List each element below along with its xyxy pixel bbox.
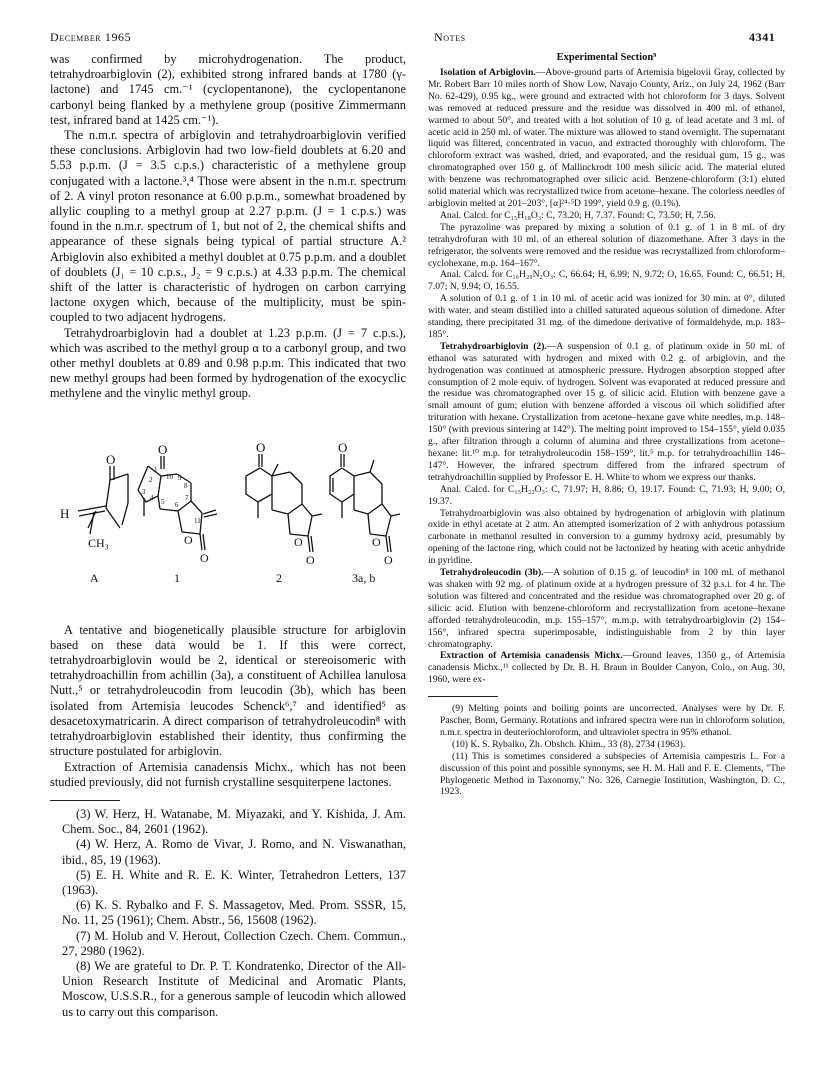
atom-o-2-ring: O xyxy=(294,534,303,549)
paragraph: A solution of 0.1 g. of 1 in 10 ml. of acetic acid was ionized for 30 min. at 0°, diluted with water, and steam distilled into a chilled saturated aqueous solution of dimedone. After standing, there precipitated 31 mg. of the dimedone derivative of formaldehyde, m.p. 183–185°. xyxy=(428,293,785,340)
footnote: (8) We are grateful to Dr. P. T. Kondratenko, Director of the All-Union Research Institute of Medicinal and Aromatic Plants, Moscow, U.S.S.R., for a generous sample of leucodin which allowed us to carry out this comparison. xyxy=(62,958,406,1019)
atom-o-2-ketone: O xyxy=(256,439,266,455)
paragraph-text: —A suspension of 0.1 g. of platinum oxide in 50 ml. of ethanol was saturated with hydrogen and mixed with 0.2 g. of arbiglovin, and the hydrogenation was continued at atmospheric pressure. Hydrogen absorption stopped after consumption of 2 mole equiv. of hydrogen. Solvent was evaporated at reduced pressure and the residue was chromatographed over 15 g. of silicic acid. Elution with benzene gave a small amount of gum; elution with benzene afforded a viscous oil which solidified after trituration with hexane. Crystallization from acetone–hexane gave white needles, m.p. 148–150° (with previous sintering at 142°). The melting point improved to 154–155°, yield 0.035 g., after filtration through a column of alumina and three crystallizations from acetone–hexane: lit.¹⁰ m.p. for tetrahydroleucodin 158–159°, lit.⁵ m.p. for tetrahydroachillin 146–147°. However, the infrared spectrum differed from the infrared spectrum of tetrahydroachillin supplied by Professor E. H. White to whom we express our thanks. xyxy=(428,340,785,483)
running-header-section: Notes xyxy=(434,30,466,44)
paragraph xyxy=(428,341,785,484)
structure-label-1: 1 xyxy=(174,570,180,585)
paragraph: Anal. Calcd. for C₁₆H₂₀N₂O₃: C, 66.64; H, 6.99; N, 9.72; O, 16.65. Found: C, 66.51; H, 7.07; N, 9.94; O, 16.55. xyxy=(428,269,785,293)
structure-2 xyxy=(246,454,322,552)
atom-o-a: O xyxy=(106,451,116,467)
footnote: (6) K. S. Rybalko and F. S. Massagetov, Med. Prom. SSSR, 15, No. 11, 25 (1961); Chem. Abstr., 56, 15608 (1962). xyxy=(62,898,406,928)
paragraph-text: —Ground leaves, 1350 g., of Artemisia canadensis Michx.,¹¹ collected by Dr. B. H. Braun in Boulder Canyon, Colo., on Aug. 30, 1960, were ex- xyxy=(428,650,785,686)
left-column xyxy=(50,52,406,1020)
structure-label-3ab: 3a, b xyxy=(352,570,376,585)
structure-label-a: A xyxy=(90,570,99,585)
atom-o-2-lactone: O xyxy=(306,552,315,567)
paragraph: Tetrahydroarbiglovin had a doublet at 1.23 p.p.m. (J = 7 c.p.s.), which was ascribed to the methyl group α to a carbonyl group, and two other methyl doublets at 0.89 and 0.98 p.p.m. This indicated that two new methyl groups had been formed by hydrogenation of the exocyclic methylene and the vinylic methyl group. xyxy=(50,325,406,401)
footnote-rule xyxy=(50,800,120,801)
atom-o-3-ring: O xyxy=(372,534,381,549)
locant-4: 4 xyxy=(150,493,154,502)
run-in-heading: Isolation of Arbiglovin. xyxy=(440,67,536,78)
locant-1: 1 xyxy=(154,465,158,474)
footnote: (4) W. Herz, A. Romo de Vivar, J. Romo, and N. Viswanathan, ibid., 85, 19 (1963). xyxy=(62,837,406,867)
paragraph-text: —A solution of 0.15 g. of leucodin⁸ in 100 ml. of methanol was shaken with 92 mg. of platinum oxide at a hydrogen pressure of 32 p.s.i. for 4 hr. The solution was filtered and concentrated and the residue was chromatographed over 20 g. of silicic acid. Elution with benzene-chloroform and recrystallization from acetone–hexane afforded tetrahydroleucodin, m.p. 155–157°, m.m.p. with tetrahydroarbiglovin (2) 154–156°, infrared spectra superimposable, indistinguishable from 2 by thin layer chromatography. xyxy=(428,567,785,650)
atom-o-1-lactone: O xyxy=(200,550,209,565)
paragraph: Tetrahydroarbiglovin was also obtained by hydrogenation of arbiglovin with platinum oxide in ethyl acetate at 2 atm. An attempted isomerization of 2 with anhydrous potassium carbonate in methanol resulted in conversion to a gummy hydroxy acid, presumably by opening of the lactone ring, which could not be lactonized by heating with acetic anhydride in pyridine. xyxy=(428,507,785,567)
paragraph: Anal. Calcd. for C₁₅H₁₈O₃: C, 73.20; H, 7.37. Found: C, 73.50; H, 7.56. xyxy=(440,209,716,221)
paragraph xyxy=(428,650,785,686)
locant-10: 10 xyxy=(166,472,173,481)
structure-a xyxy=(78,466,128,534)
running-header-date: December 1965 xyxy=(50,30,132,44)
atom-o-1-ring: O xyxy=(184,532,193,547)
paragraph: The n.m.r. spectra of arbiglovin and tetrahydroarbiglovin verified these conclusions. Arbiglovin had two low-field doublets at 6.20 and 5.53 p.p.m. (J = 3.5 c.p.s.) characteristic of a methylene group conjugated with a lactone.³,⁴ Those were absent in the n.m.r. spectrum of 2. A vinyl proton resonance at 6.00 p.p.m., somewhat broadened by allylic coupling to a methyl group at 2.27 p.p.m. (J = 1 c.p.s.) was found in the n.m.r. spectrum of 1, but not of 2, the chemical shifts and appearance of these signals being typical of partial structure A.² Arbiglovin also exhibited a methyl doublet at 0.75 p.p.m. and a doublet of doublets (J₁ = 10 c.p.s., J₂ = 9 c.p.s.) at 4.33 p.p.m. The chemical shift of the latter is characteristic of hydrogen on carbon carrying lactone oxygen which, because of the multiplicity, must be spin-coupled to two adjacent hydrogens. xyxy=(50,128,406,325)
paragraph xyxy=(428,567,785,650)
paragraph: Anal. Calcd. for C₁₅H₂₂O₃: C, 71.97; H, 8.86; O, 19.17. Found: C, 71.93; H, 9.00; O, 19.37. xyxy=(428,483,785,507)
locant-7: 7 xyxy=(185,493,189,502)
section-title: Experimental Section⁹ xyxy=(556,52,657,63)
paragraph: The pyrazoline was prepared by mixing a solution of 0.1 g. of 1 in 8 ml. of dry tetrahydrofuran with 10 ml. of an ethereal solution of diazomethane. After 3 days in the refrigerator, the solvents were removed and the residue was recrystallized from chloroform–cyclohexane, m.p. 164–167°. xyxy=(428,221,785,269)
structures-svg xyxy=(50,410,406,615)
atom-o-3-ketone: O xyxy=(338,439,348,455)
chemical-structures-figure xyxy=(50,410,406,615)
run-in-heading: Extraction of Artemisia canadensis Michx. xyxy=(440,650,623,662)
locant-5: 5 xyxy=(161,497,165,506)
paragraph-text: —Above-ground parts of Artemisia bigelovii Gray, collected by Mr. Robert Barr 10 miles north of Show Low, Navajo County, Ariz., on July 24, 1962 (Barr No. 62-429), 0.95 kg., were ground and extracted with hot chloroform for 3 days. Solvent was removed at reduced pressure and the residue was dissolved in 400 ml. of ethanol, warmed to about 50°, and treated with a hot solution of 10 g. of lead acetate and 3 ml. of acetic acid in 250 ml. of water. The mixture was allowed to stand overnight. The supernatant liquid was filtered, concentrated in vacuo, and extracted thoroughly with chloroform. The chloroform extract was washed, dried, and evaporated, and the residual gum, 15 g., was chromatographed over 150 g. of Mallinckrodt 100 mesh silicic acid. The material eluted with benzene was rechromatographed over silicic acid. Benzene-chloroform (3:1) eluted solid material which was recrystallized twice from acetone–hexane. The colorless needles of arbiglovin melted at 201–203°, [α]²⁴·⁵D 199°, yield 0.9 g. (0.1%). xyxy=(428,67,785,209)
footnote: (7) M. Holub and V. Herout, Collection Czech. Chem. Commun., 27, 2980 (1962). xyxy=(62,928,406,958)
atom-ch3: CH₃ xyxy=(88,535,109,550)
footnote: (5) E. H. White and R. E. K. Winter, Tetrahedron Letters, 137 (1963). xyxy=(62,867,406,897)
footnote: (11) This is sometimes considered a subspecies of Artemisia campestris L. For a discussion of this point and possible synonyms, see H. M. Hall and F. E. Clements, "The Phylogenetic Method in Taxonomy," No. 326, Carnegie Institution, Washington, D. C., 1923. xyxy=(440,750,785,798)
structure-label-2: 2 xyxy=(276,570,282,585)
footnote: (3) W. Herz, H. Watanabe, M. Miyazaki, and Y. Kishida, J. Am. Chem. Soc., 84, 2601 (1962). xyxy=(62,806,406,837)
locant-9: 9 xyxy=(178,473,182,482)
footnote: (9) Melting points and boiling points are uncorrected. Analyses were by Dr. F. Pascher, Bonn, Germany. Rotations and infrared spectra were run in chloroform solution, n.m.r. spectra in deuteriochloroform, and ultraviolet spectra in 95% ethanol. xyxy=(440,703,785,738)
paragraph: Extraction of Artemisia canadensis Michx., which has not been studied previously, did not furnish crystalline sesquiterpene lactones. xyxy=(50,759,406,789)
structure-3ab xyxy=(330,454,400,552)
run-in-heading: Tetrahydroarbiglovin (2). xyxy=(440,340,547,352)
locant-3: 3 xyxy=(142,487,146,496)
page-number: 4341 xyxy=(749,30,776,44)
footnote-rule xyxy=(428,696,498,697)
paragraph: was confirmed by microhydrogenation. The product, tetrahydroarbiglovin (2), exhibited strong infrared bands at 1780 (γ-lactone) and 1745 cm.⁻¹ (cyclopentanone), the cyclopentanone carbonyl being flanked by a methylene group (positive Zimmermann test, infrared band at 1425 cm.⁻¹). xyxy=(50,52,406,127)
locant-11: 11 xyxy=(194,516,201,525)
locant-8: 8 xyxy=(184,481,188,490)
locant-2: 2 xyxy=(149,475,153,484)
footnote: (10) K. S. Rybalko, Zh. Obshch. Khim., 33 (8), 2734 (1963). xyxy=(452,738,686,750)
atom-h: H xyxy=(60,505,70,521)
atom-o-1-ketone: O xyxy=(158,441,168,457)
run-in-heading: Tetrahydroleucodin (3b). xyxy=(440,567,544,579)
paragraph xyxy=(428,67,785,210)
locant-6: 6 xyxy=(175,500,179,509)
right-column xyxy=(428,52,785,798)
atom-o-3-lactone: O xyxy=(384,552,393,567)
paragraph: A tentative and biogenetically plausible structure for arbiglovin based on these data would be 1. If this were correct, tetrahydroarbiglovin would be 2, identical or stereoisomeric with tetrahydroachillin from achillin (3a), a constituent of Achillea lanulosa Nutt.,⁵ or tetrahydroleucodin from leucodin (3b), which has been isolated from Artemisia leucodes Schenck⁶,⁷ and identified⁵ as desacetoxymatricarin. A direct comparison of tetrahydroleucodin⁸ with tetrahydroarbiglovin established their identity, thus confirming the structure postulated for arbiglovin. xyxy=(50,622,406,759)
